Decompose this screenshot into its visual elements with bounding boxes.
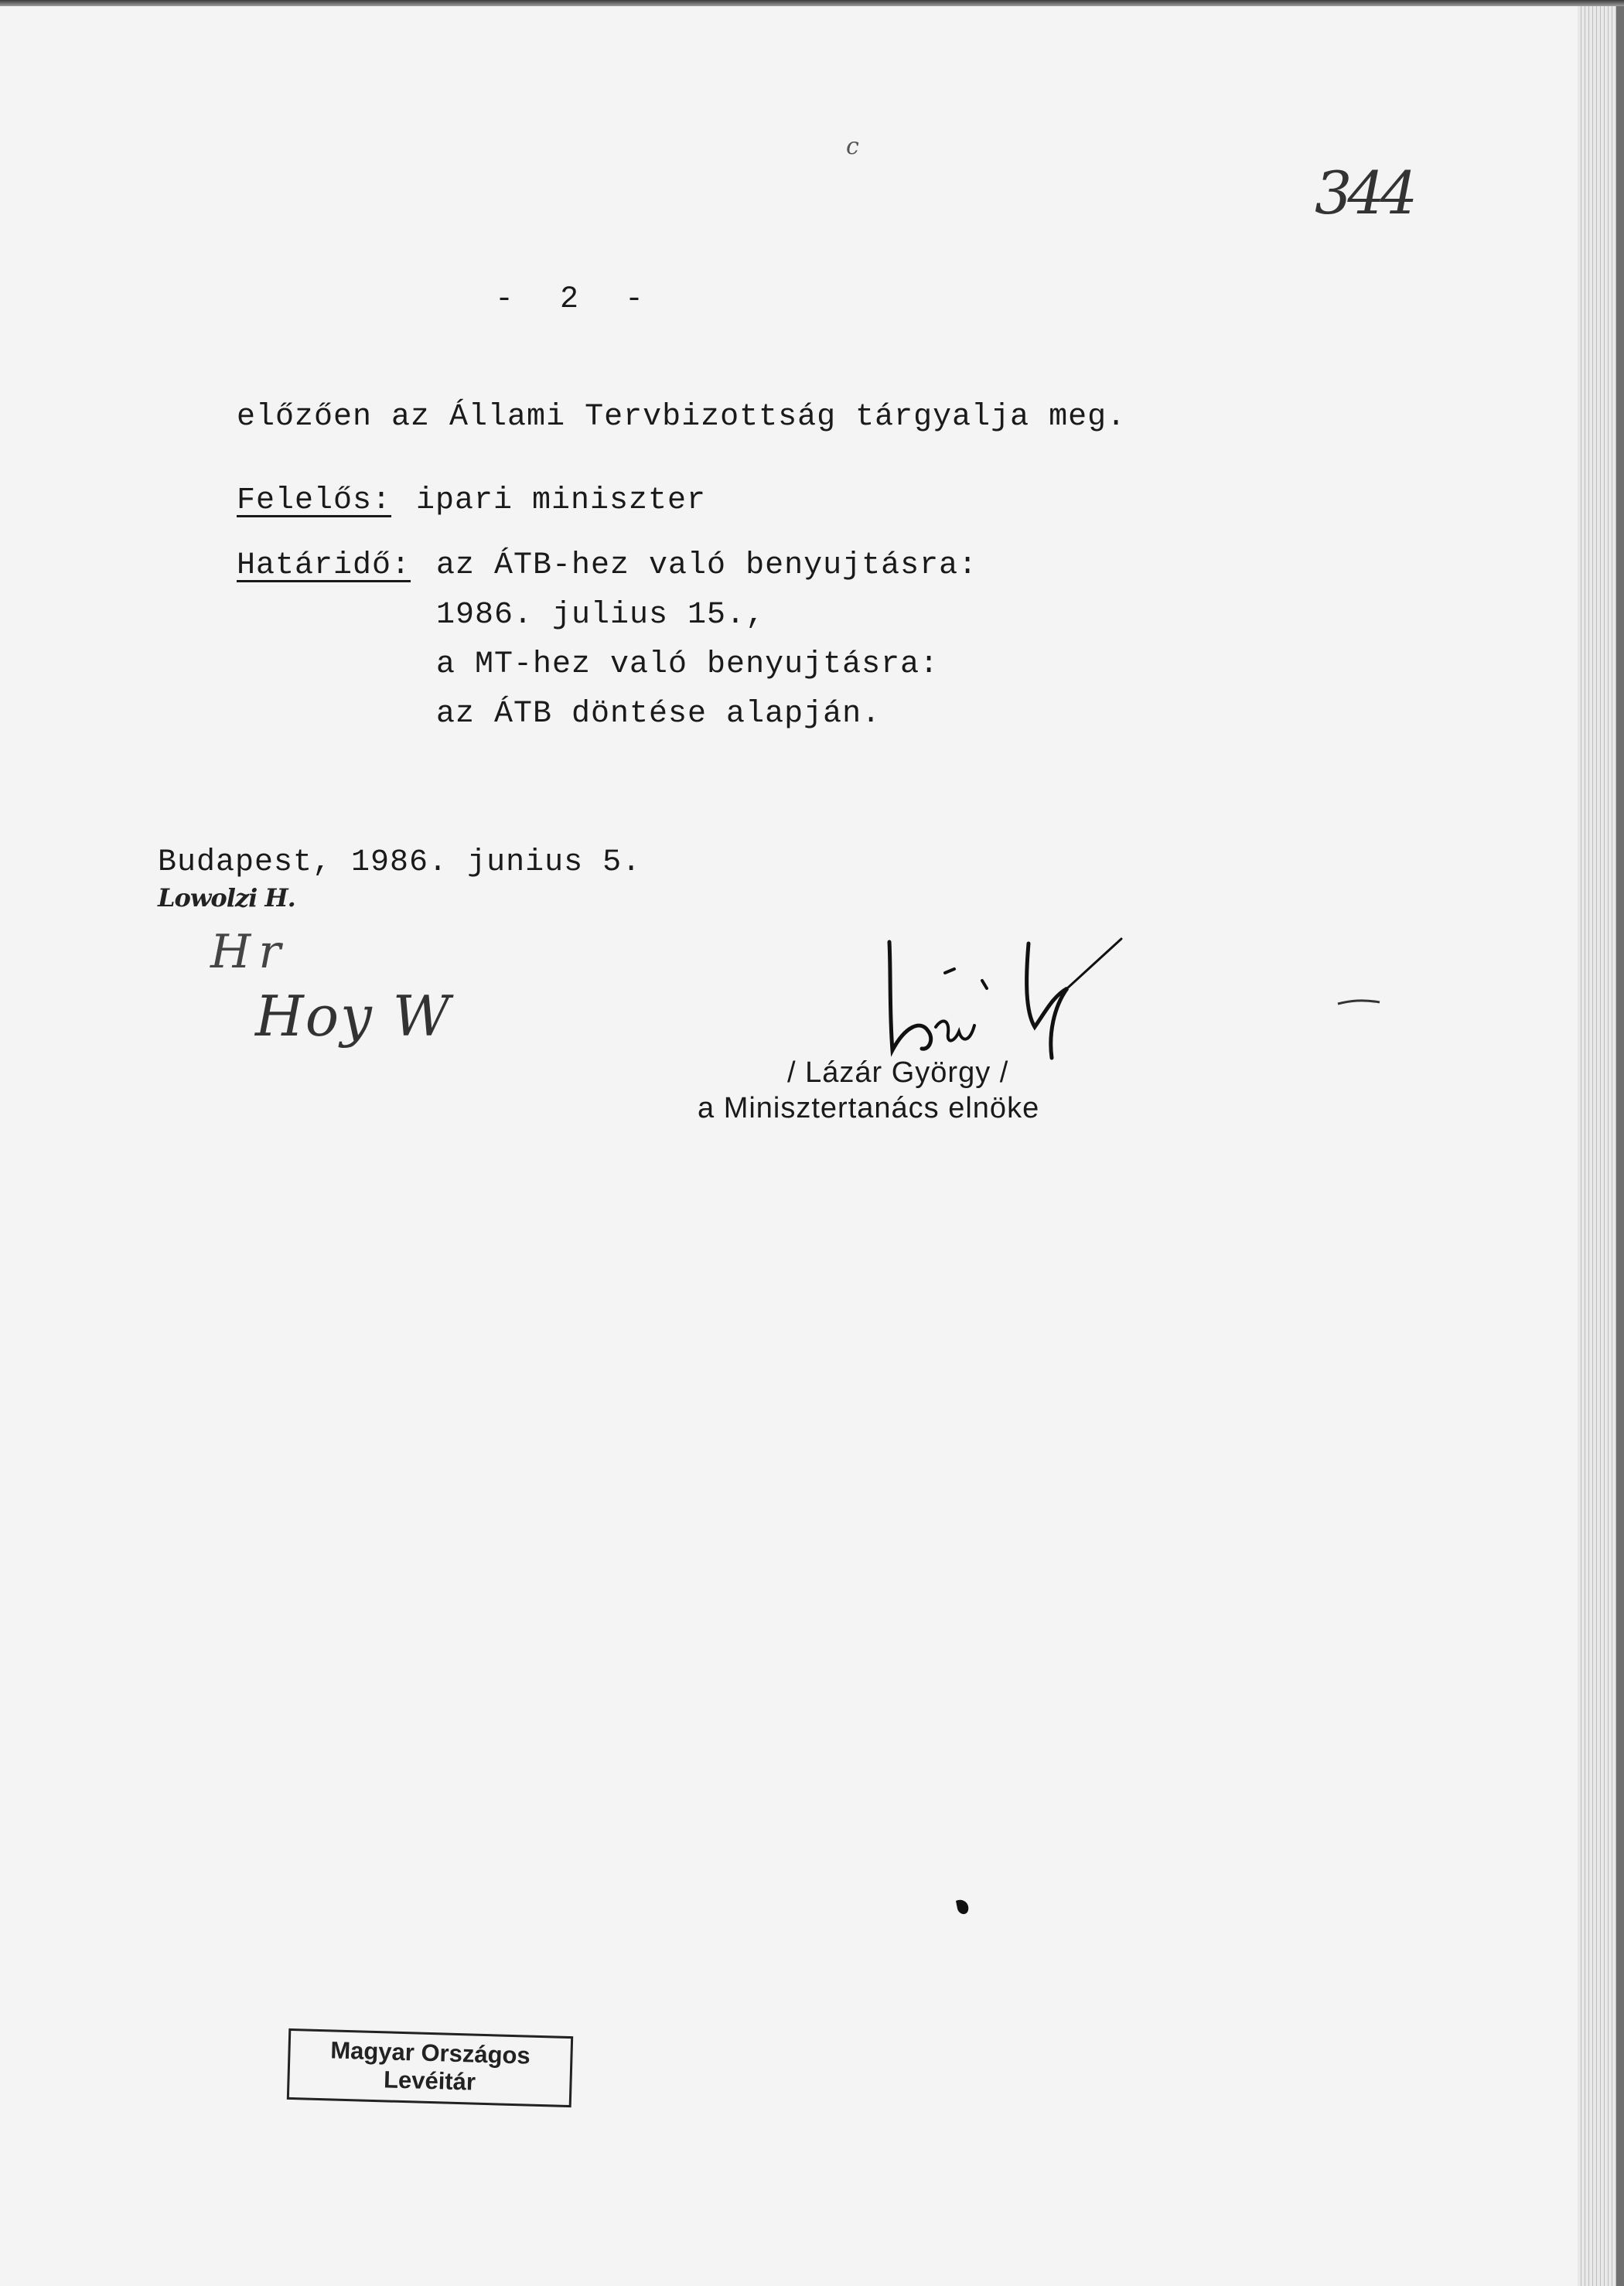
binding-shadow bbox=[1616, 6, 1624, 2286]
archive-folio-number: 344 bbox=[1315, 159, 1414, 227]
handwritten-note-3: Hoy W bbox=[255, 984, 452, 1049]
deadline-line-1: az ÁTB-hez való benyujtásra: bbox=[436, 548, 978, 583]
place-date: Budapest, 1986. junius 5. bbox=[158, 845, 642, 880]
signatory-title: a Minisztertanács elnöke bbox=[698, 1092, 1040, 1124]
stamp-line-1: Magyar Országos bbox=[329, 2036, 531, 2069]
signatory-name: / Lázár György / bbox=[787, 1056, 1009, 1089]
page-number: - 2 - bbox=[495, 282, 658, 317]
archive-stamp bbox=[287, 2028, 573, 2107]
responsible-label: Felelős: bbox=[237, 483, 392, 518]
pencil-dash-mark bbox=[1336, 995, 1383, 1010]
deadline-label: Határidő: bbox=[237, 548, 411, 583]
ink-dot bbox=[953, 1896, 976, 1919]
deadline-line-4: az ÁTB döntése alapján. bbox=[436, 697, 882, 732]
deadline-line-3: a MT-hez való benyujtásra: bbox=[436, 647, 940, 682]
handwritten-note-2: Hr bbox=[210, 925, 289, 979]
handwritten-note-1: Lowolzi H. bbox=[158, 883, 295, 913]
continuation-line: előzően az Állami Tervbizottság tárgyalja meg. bbox=[237, 400, 1127, 435]
document-page bbox=[0, 6, 1587, 2286]
stamp-line-2: Levéitár bbox=[383, 2066, 476, 2096]
responsible-value: ipari miniszter bbox=[416, 483, 707, 518]
stray-mark: c bbox=[846, 133, 859, 160]
signature-scribble bbox=[874, 934, 1137, 1058]
deadline-line-2: 1986. julius 15., bbox=[436, 598, 766, 633]
